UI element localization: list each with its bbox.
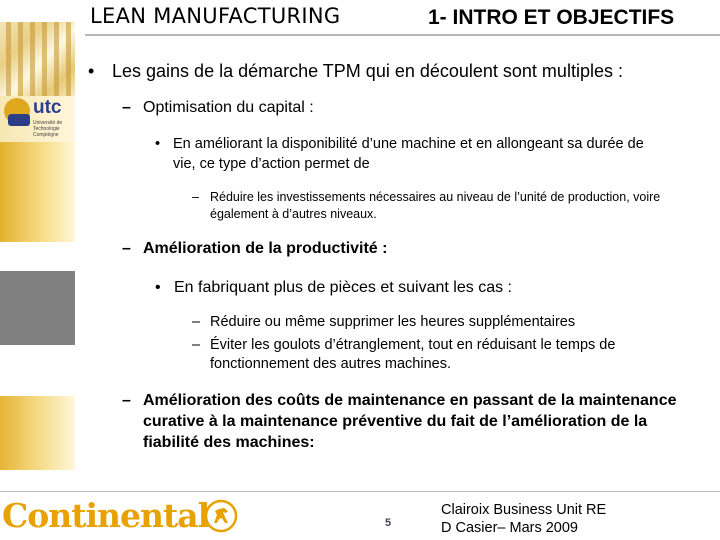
utc-logo-text: utc bbox=[33, 97, 62, 118]
bullet-dot: • bbox=[88, 61, 95, 81]
section-1-point-line2: vie, ce type d’action permet de bbox=[173, 156, 370, 172]
section-1-sub-line2: également à d’autres niveaux. bbox=[210, 207, 377, 221]
dash-marker: – bbox=[122, 392, 131, 409]
dash-marker: – bbox=[192, 190, 199, 204]
footer-divider bbox=[0, 491, 720, 492]
header-divider bbox=[85, 34, 720, 36]
horse-emblem-icon bbox=[204, 499, 238, 533]
header-right-title: 1- INTRO ET OBJECTIFS bbox=[428, 6, 675, 29]
footer-line-1: Clairoix Business Unit RE bbox=[441, 502, 607, 518]
section-2-sub1: Réduire ou même supprimer les heures supplémentaires bbox=[210, 314, 576, 330]
footer-line-2: D Casier– Mars 2009 bbox=[441, 520, 578, 536]
dash-marker: – bbox=[192, 314, 201, 330]
dash-marker: – bbox=[122, 99, 131, 116]
utc-logo bbox=[0, 96, 75, 142]
dash-marker: – bbox=[122, 240, 131, 257]
section-2-point: En fabriquant plus de pièces et suivant les cas : bbox=[174, 279, 512, 296]
utc-emblem-bar bbox=[8, 114, 30, 126]
section-2-sub2-line2: fonctionnement des autres machines. bbox=[210, 356, 451, 372]
building-photo bbox=[0, 22, 75, 96]
bullet-dot: • bbox=[155, 279, 161, 296]
header-left-title: LEAN MANUFACTURING bbox=[90, 4, 341, 28]
section-1-sub-line1: Réduire les investissements nécessaires au niveau de l’unité de production, voire bbox=[210, 190, 661, 204]
bullet-dot: • bbox=[155, 136, 161, 152]
continental-logo: Continental bbox=[2, 496, 210, 535]
section-1-title: Optimisation du capital : bbox=[143, 99, 314, 116]
utc-logo-subtitle: Université de Technologie Compiègne bbox=[33, 120, 63, 138]
section-3-title-line2: curative à la maintenance préventive du fait de l’amélioration de la bbox=[143, 413, 648, 430]
decor-gold-block-2 bbox=[0, 396, 75, 470]
section-1-point-line1: En améliorant la disponibilité d’une machine et en allongeant sa durée de bbox=[173, 136, 644, 152]
decor-gold-block-1 bbox=[0, 142, 75, 242]
decor-gray-block bbox=[0, 271, 75, 345]
dash-marker: – bbox=[192, 337, 201, 353]
section-3-title-line1: Amélioration des coûts de maintenance en passant de la maintenance bbox=[143, 392, 677, 409]
section-3-title-line3: fiabilité des machines: bbox=[143, 434, 315, 451]
page-number: 5 bbox=[385, 517, 392, 529]
section-2-sub2-line1: Éviter les goulots d’étranglement, tout en réduisant le temps de bbox=[210, 337, 616, 353]
section-2-title: Amélioration de la productivité : bbox=[143, 240, 388, 257]
main-bullet-text: Les gains de la démarche TPM qui en découlent sont multiples : bbox=[112, 61, 623, 81]
